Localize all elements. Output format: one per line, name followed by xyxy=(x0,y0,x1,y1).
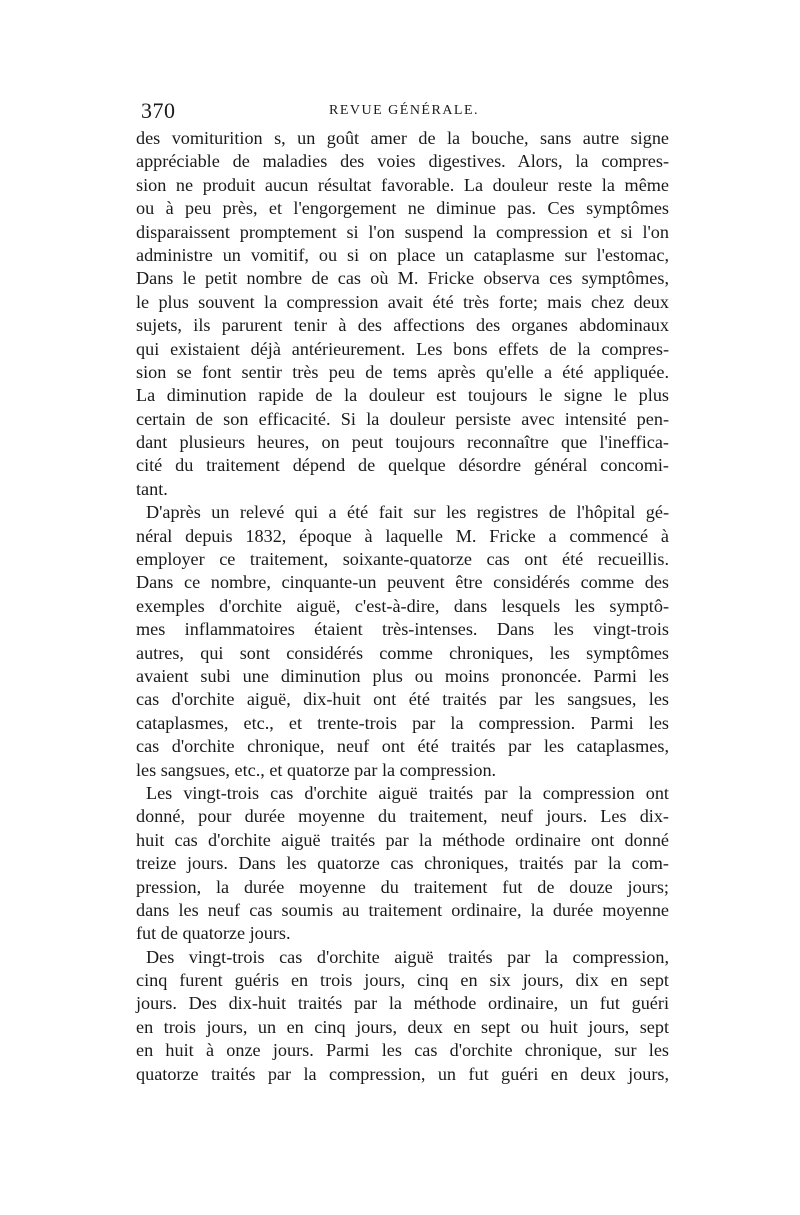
text-line: exemples d'orchite aiguë, c'est-à-dire, dans lesquels les symptô- xyxy=(136,595,669,616)
text-line: huit cas d'orchite aiguë traités par la méthode ordinaire ont donné xyxy=(136,829,669,850)
text-line: mes inflammatoires étaient très-intenses. Dans les vingt-trois xyxy=(136,619,669,640)
text-line: cas d'orchite chronique, neuf ont été traités par les cataplasmes, xyxy=(136,736,669,757)
text-line: ou à peu près, et l'engorgement ne diminue pas. Ces symptômes xyxy=(136,198,669,219)
text-line: jours. Des dix-huit traités par la méthode ordinaire, un fut guéri xyxy=(136,993,669,1014)
text-line: sion ne produit aucun résultat favorable. La douleur reste la même xyxy=(136,174,669,195)
text-line: employer ce traitement, soixante-quatorze cas ont été recueillis. xyxy=(136,549,669,570)
text-line: Dans ce nombre, cinquante-un peuvent être considérés comme des xyxy=(136,572,669,593)
text-line: en huit à onze jours. Parmi les cas d'orchite chronique, sur les xyxy=(136,1040,669,1061)
text-line: en trois jours, un en cinq jours, deux en sept ou huit jours, sept xyxy=(136,1016,669,1037)
text-line: sujets, ils parurent tenir à des affections des organes abdominaux xyxy=(136,315,669,336)
text-line: quatorze traités par la compression, un fut guéri en deux jours, xyxy=(136,1063,669,1084)
text-line: La diminution rapide de la douleur est toujours le signe le plus xyxy=(136,385,669,406)
text-line: le plus souvent la compression avait été très forte; mais chez deux xyxy=(136,291,669,312)
text-line: tant. xyxy=(136,478,168,499)
body-text xyxy=(136,127,669,1086)
text-line: cinq furent guéris en trois jours, cinq en six jours, dix en sept xyxy=(136,970,669,991)
running-head xyxy=(141,98,671,122)
text-line: administre un vomitif, ou si on place un cataplasme sur l'estomac, xyxy=(136,244,669,265)
text-line: qui existaient déjà antérieurement. Les bons effets de la compres- xyxy=(136,338,669,359)
text-line: cité du traitement dépend de quelque désordre général concomi- xyxy=(136,455,669,476)
text-line: cas d'orchite aiguë, dix-huit ont été traités par les sangsues, les xyxy=(136,689,669,710)
text-line: donné, pour durée moyenne du traitement, neuf jours. Les dix- xyxy=(136,806,669,827)
text-line: appréciable de maladies des voies digestives. Alors, la compres- xyxy=(136,151,669,172)
text-line: dans les neuf cas soumis au traitement ordinaire, la durée moyenne xyxy=(136,899,669,920)
text-line: avaient subi une diminution plus ou moins prononcée. Parmi les xyxy=(136,665,669,686)
text-line: pression, la durée moyenne du traitement fut de douze jours; xyxy=(136,876,669,897)
text-line: sion se font sentir très peu de tems après qu'elle a été appliquée. xyxy=(136,361,669,382)
text-line: autres, qui sont considérés comme chroniques, les symptômes xyxy=(136,642,669,663)
text-line: néral depuis 1832, époque à laquelle M. Fricke a commencé à xyxy=(136,525,669,546)
text-line: dant plusieurs heures, on peut toujours reconnaître que l'ineffica- xyxy=(136,432,669,453)
text-line: les sangsues, etc., et quatorze par la compression. xyxy=(136,759,497,780)
running-title: REVUE GÉNÉRALE. xyxy=(329,103,480,118)
text-line: fut de quatorze jours. xyxy=(136,923,291,944)
text-line: disparaissent promptement si l'on suspend la compression et si l'on xyxy=(136,221,669,242)
text-line: certain de son efficacité. Si la douleur persiste avec intensité pen- xyxy=(136,408,669,429)
text-line: Dans le petit nombre de cas où M. Fricke observa ces symptômes, xyxy=(136,268,669,289)
text-line: cataplasmes, etc., et trente-trois par la compression. Parmi les xyxy=(136,712,669,733)
text-line: Les vingt-trois cas d'orchite aiguë traités par la compression ont xyxy=(146,782,669,803)
text-line: treize jours. Dans les quatorze cas chroniques, traités par la com- xyxy=(136,853,669,874)
page-number: 370 xyxy=(141,98,176,123)
text-line: D'après un relevé qui a été fait sur les registres de l'hôpital gé- xyxy=(146,502,669,523)
text-line: Des vingt-trois cas d'orchite aiguë traités par la compression, xyxy=(146,946,669,967)
text-line: des vomiturition s, un goût amer de la bouche, sans autre signe xyxy=(136,128,669,148)
